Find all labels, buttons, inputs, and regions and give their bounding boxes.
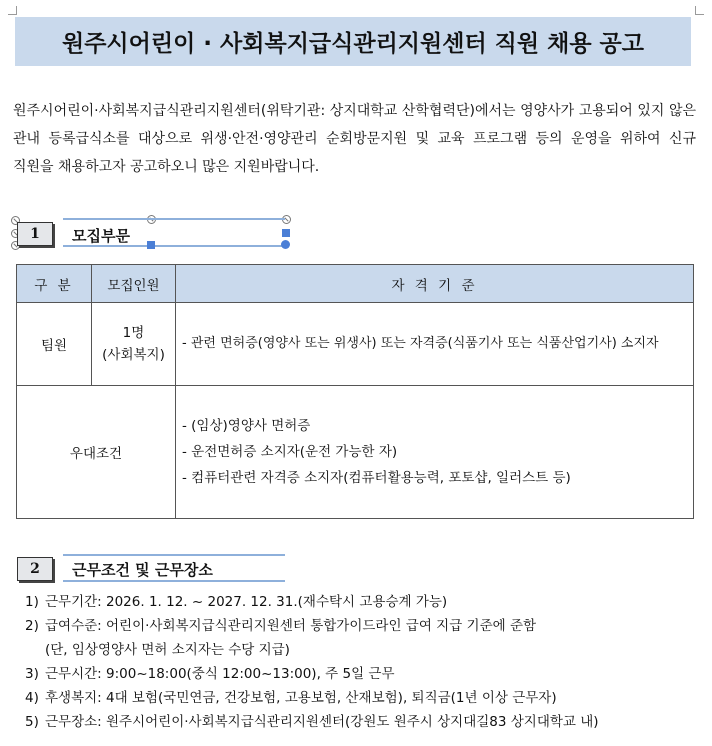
row2-criteria-item: - 운전면허증 소지자(운전 가능한 자) (182, 444, 398, 460)
item-text: 후생복지: 4대 보험(국민연금, 건강보험, 고용보험, 산재보험), 퇴직금(1년 이상 근무자) (45, 690, 557, 706)
table-header-row (17, 265, 694, 303)
item-text: 근무시간: 9:00~18:00(중식 12:00~13:00), 주 5일 근무 (45, 666, 395, 682)
item-text: 급여수준: 어린이·사회복지급식관리지원센터 통합가이드라인 급여 지급 기준에 준함 (45, 618, 537, 634)
section-2-top-line (63, 554, 285, 556)
item-text: 근무기간: 2026. 1. 12. ~ 2027. 12. 31.(재수탁시 고용승계 가능) (45, 594, 448, 610)
section-1-top-line (63, 218, 285, 220)
row1-category: 팀원 (17, 303, 92, 386)
selection-handle-icon[interactable] (282, 229, 290, 237)
intro-paragraph: 원주시어린이·사회복지급식관리지원센터(위탁기관: 상지대학교 산학협력단)에서는 영양사가 고용되어 있지 않은 관내 등록급식소를 대상으로 위생·안전·영양관리 순회방문지원 및 교육 프로그램 등의 운영을 위하여 신규 직원을 채용하고자 공고하오니 많은 지원바랍니다. (13, 103, 696, 175)
notice-title-text: 원주시어린이 · 사회복지급식관리지원센터 직원 채용 공고 (61, 31, 644, 57)
selection-handle-icon[interactable] (147, 241, 155, 249)
header-count: 모집인원 (92, 265, 176, 303)
selection-handle-icon[interactable] (281, 240, 290, 249)
item-number: 3) (25, 666, 39, 682)
notice-title (15, 17, 691, 66)
header-category: 구 분 (17, 265, 92, 303)
section-2-underline (63, 580, 285, 582)
section-1-title: 모집부문 (72, 227, 130, 245)
row2-criteria-item: - 컴퓨터관련 자격증 소지자(컴퓨터활용능력, 포토샵, 일러스트 등) (182, 470, 571, 486)
item-subtext: (단, 임상영양사 면허 소지자는 수당 지급) (45, 642, 290, 658)
list-item (25, 590, 599, 614)
row2-criteria (176, 386, 694, 519)
row1-criteria: - 관련 면허증(영양사 또는 위생사) 또는 자격증(식품기사 또는 식품산업기사) 소지자 (176, 303, 694, 386)
recruitment-table (16, 264, 694, 519)
table-row (17, 303, 694, 386)
list-item (25, 614, 599, 662)
row1-count-cell (92, 303, 176, 386)
list-item (25, 662, 599, 686)
list-item (25, 686, 599, 710)
header-criteria: 자 격 기 준 (176, 265, 694, 303)
item-number: 5) (25, 714, 39, 730)
row1-count-note: (사회복지) (102, 347, 165, 363)
page-corner-mark-right (695, 6, 704, 15)
row2-criteria-item: - (임상)영양사 면허증 (182, 418, 311, 434)
list-item (25, 710, 599, 734)
work-conditions-list (25, 590, 599, 734)
item-text: 근무장소: 원주시어린이·사회복지급식관리지원센터(강원도 원주시 상지대길83 상지대학교 내) (45, 714, 599, 730)
section-1-number: 1 (17, 222, 53, 246)
table-row (17, 386, 694, 519)
item-number: 2) (25, 618, 39, 634)
section-1-underline (63, 245, 285, 247)
item-number: 4) (25, 690, 39, 706)
row2-category: 우대조건 (17, 386, 176, 519)
row1-count: 1명 (122, 325, 145, 341)
section-2-number: 2 (17, 557, 53, 581)
page-corner-mark-left (8, 6, 17, 15)
section-2-title: 근무조건 및 근무장소 (72, 561, 213, 579)
item-number: 1) (25, 594, 39, 610)
